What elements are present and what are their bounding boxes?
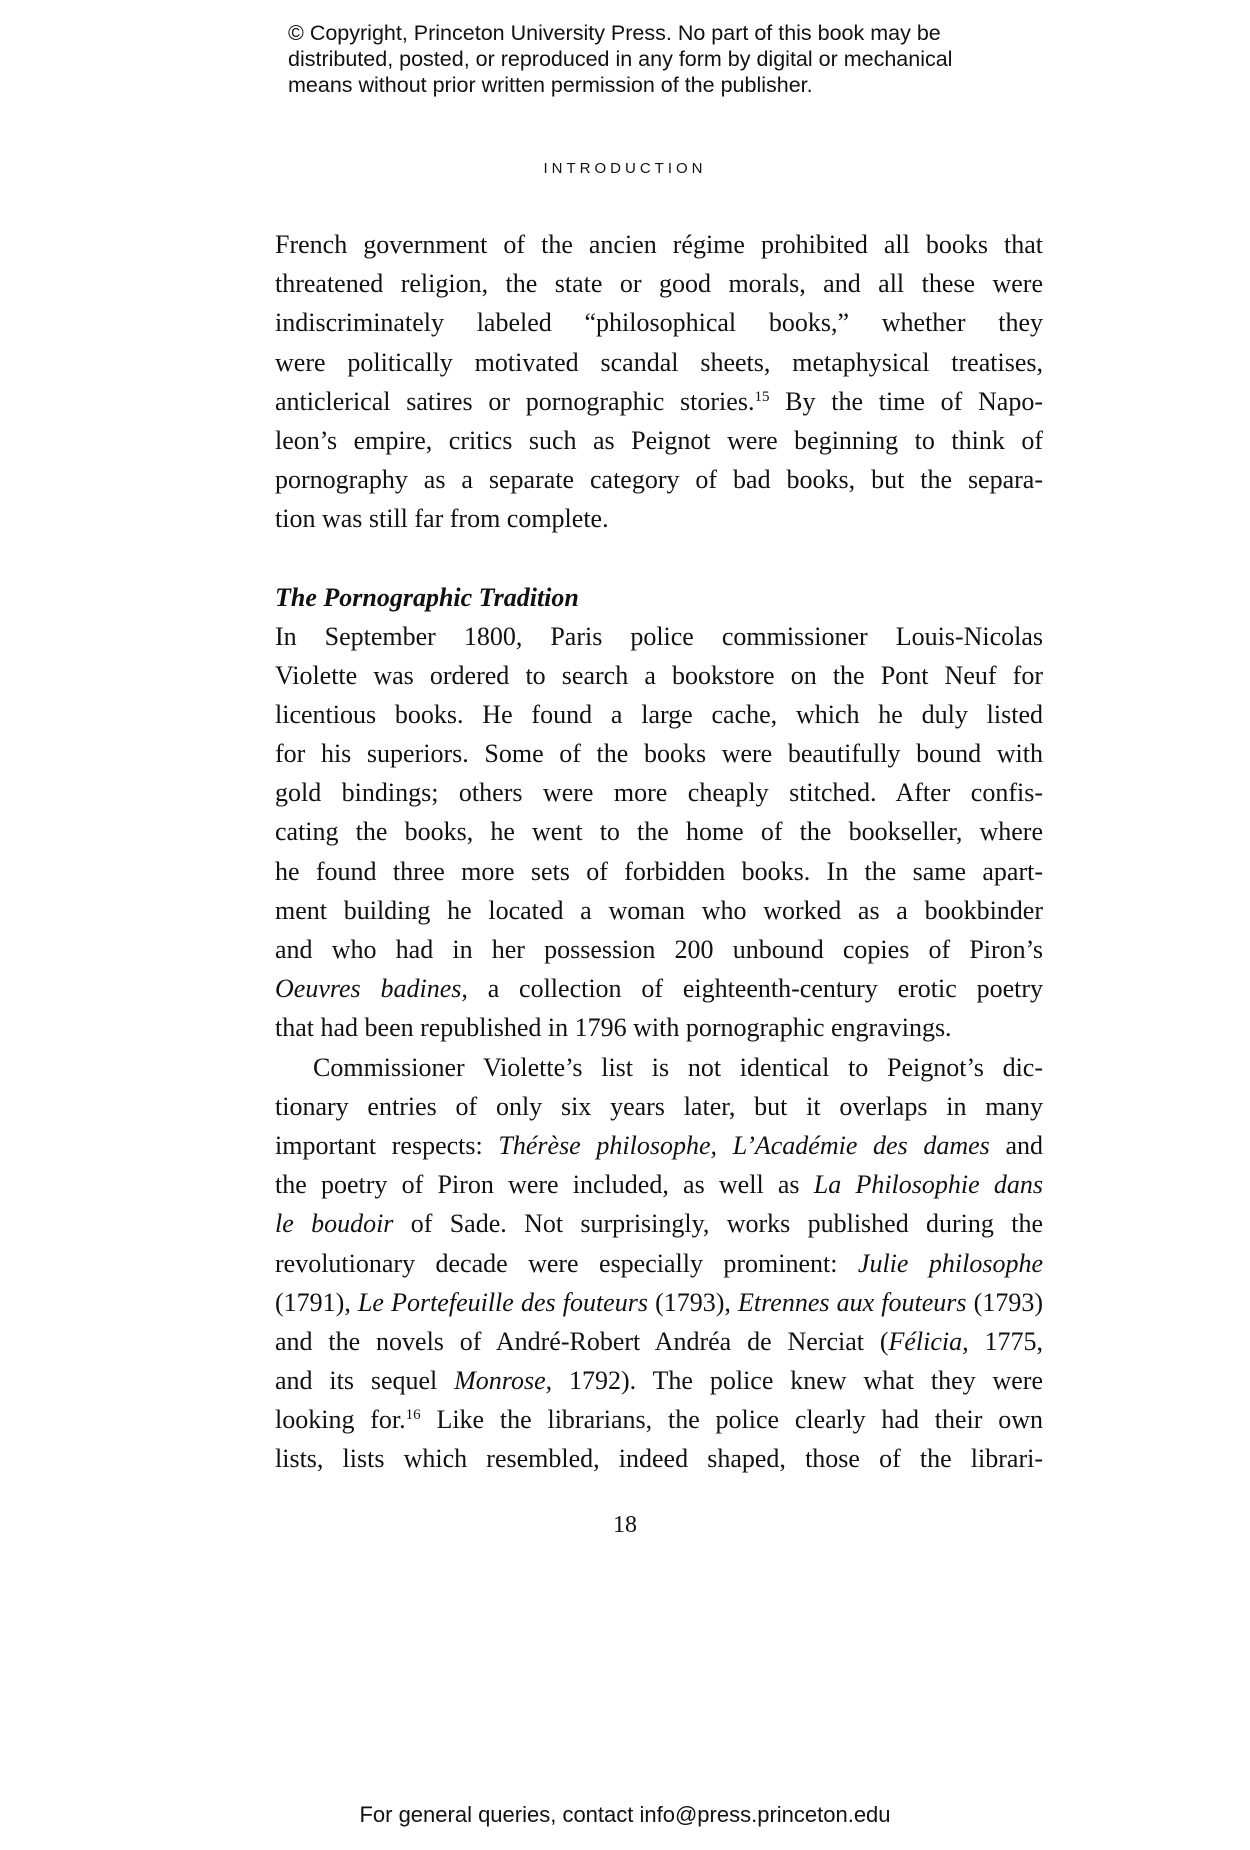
footnote-marker-15: 15: [754, 388, 770, 405]
page-number: 18: [613, 1512, 637, 1538]
text-line: [275, 969, 1043, 1008]
text-run: 1775,: [968, 1326, 1044, 1356]
text-run: and: [989, 1130, 1044, 1160]
text-run: (1791),: [275, 1287, 358, 1317]
text-run: looking for.: [275, 1405, 406, 1435]
text-run: revolutionary decade were especially prominent:: [275, 1248, 858, 1278]
text-line: Commissioner Violette’s list is not identical to Peignot’s dic-: [313, 1052, 1043, 1082]
section-heading: The Pornographic Tradition: [275, 582, 579, 612]
running-head: INTRODUCTION: [543, 160, 707, 177]
text-run: (1793): [966, 1287, 1043, 1317]
book-title: L’Académie des dames: [732, 1130, 990, 1160]
text-line: [275, 1165, 1043, 1204]
text-line: [275, 1361, 1043, 1400]
text-run: a collection of eighteenth-century erotic poetry: [467, 974, 1043, 1004]
copyright-line: © Copyright, Princeton University Press. No part of this book may be: [288, 21, 941, 45]
text-line: [275, 382, 1043, 421]
book-title: Monrose,: [454, 1366, 553, 1396]
text-run: anticlerical satires or pornographic stories.: [275, 386, 755, 416]
book-title: le boudoir: [275, 1209, 394, 1239]
text-run: (1793),: [647, 1287, 739, 1317]
paragraph-3: [275, 1048, 1043, 1479]
text-run: the poetry of Piron were included, as well as: [275, 1170, 814, 1200]
text-line: pornography as a separate category of bad books, but the separa-: [275, 465, 1043, 495]
text-run: and its sequel: [275, 1366, 455, 1396]
text-run: By the time of Napo-: [769, 386, 1044, 416]
text-run: important respects:: [275, 1130, 499, 1160]
text-line: In September 1800, Paris police commissioner Louis-Nicolas: [275, 621, 1043, 651]
text-line: and who had in her possession 200 unbound copies of Piron’s: [275, 935, 1043, 964]
text-line: were politically motivated scandal sheets, metaphysical treatises,: [275, 347, 1043, 377]
book-title: Etrennes aux fouteurs: [738, 1287, 967, 1317]
text-line: [275, 1400, 1043, 1439]
book-title: La Philosophie dans: [813, 1170, 1043, 1200]
text-line: lists, lists which resembled, indeed shaped, those of the librari-: [275, 1444, 1043, 1474]
text-line: [275, 1322, 1043, 1361]
text-line: he found three more sets of forbidden books. In the same apart-: [275, 856, 1043, 886]
text-run: of Sade. Not surprisingly, works published during the: [393, 1209, 1043, 1239]
text-line: cating the books, he went to the home of the bookseller, where: [275, 817, 1043, 847]
text-line: Violette was ordered to search a bookstore on the Pont Neuf for: [275, 660, 1043, 690]
paragraph-1: [275, 225, 1043, 539]
footer-contact: For general queries, contact info@press.princeton.edu: [359, 1802, 891, 1827]
text-line: ment building he located a woman who worked as a bookbinder: [275, 895, 1043, 925]
text-line: tionary entries of only six years later, but it overlaps in many: [275, 1091, 1043, 1121]
text-line: gold bindings; others were more cheaply stitched. After confis-: [275, 778, 1043, 808]
copyright-line: distributed, posted, or reproduced in any form by digital or mechanical: [288, 47, 953, 71]
section-gap: [275, 539, 1043, 578]
book-title: Julie philosophe: [857, 1248, 1043, 1278]
book-title: Oeuvres badines,: [275, 974, 468, 1004]
text-line: leon’s empire, critics such as Peignot were beginning to think of: [275, 425, 1043, 455]
book-title: Félicia,: [888, 1326, 969, 1356]
text-line: that had been republished in 1796 with pornographic engravings.: [275, 1013, 952, 1043]
text-line: threatened religion, the state or good morals, and all these were: [275, 269, 1043, 299]
text-run: [717, 1131, 733, 1160]
text-line: [275, 1126, 1043, 1165]
paragraph-2: [275, 617, 1043, 1048]
text-line: for his superiors. Some of the books were beautifully bound with: [275, 739, 1043, 769]
body-text: [275, 225, 1043, 1479]
copyright-notice: [288, 20, 1188, 98]
text-run: and the novels of André-Robert Andréa de Nerciat (: [275, 1326, 889, 1356]
text-line: [275, 1204, 1043, 1243]
book-title: Thérèse philosophe,: [498, 1130, 718, 1160]
text-line: tion was still far from complete.: [275, 504, 609, 534]
footnote-marker-16: 16: [405, 1407, 421, 1424]
text-line: French government of the ancien régime prohibited all books that: [275, 230, 1043, 259]
text-line: licentious books. He found a large cache, which he duly listed: [275, 699, 1043, 729]
text-line: [275, 1244, 1043, 1283]
book-title: Le Portefeuille des fouteurs: [357, 1287, 648, 1317]
text-run: 1792). The police knew what they were: [552, 1366, 1043, 1396]
text-run: Like the librarians, the police clearly had their own: [420, 1405, 1043, 1435]
text-line: indiscriminately labeled “philosophical books,” whether they: [275, 308, 1043, 338]
text-line: [275, 1283, 1043, 1322]
copyright-line: means without prior written permission of the publisher.: [288, 73, 813, 97]
